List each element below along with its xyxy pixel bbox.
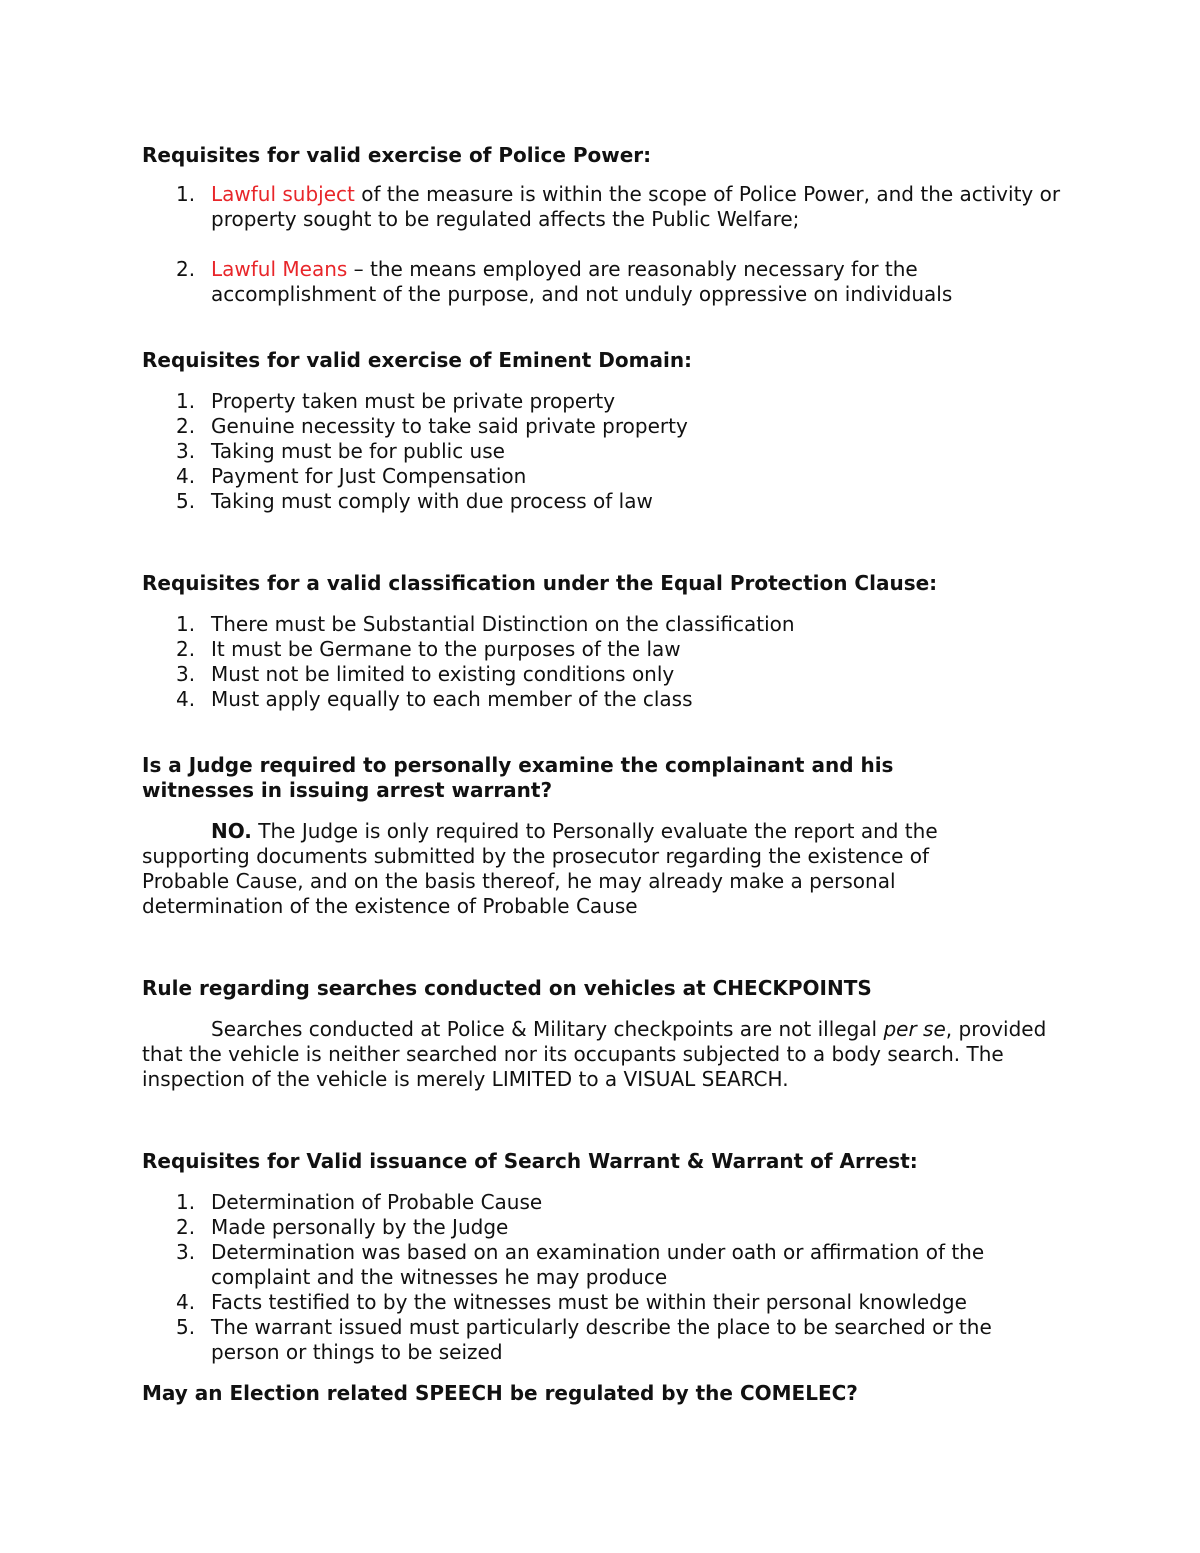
eminent-domain-list (142, 389, 1082, 514)
checkpoints-italic: per se (883, 1017, 946, 1041)
equal-protection-list (142, 612, 1082, 712)
list-item (142, 637, 1082, 662)
eminent-domain-heading: Requisites for valid exercise of Eminent Domain: (142, 348, 693, 372)
judge-question-heading: Is a Judge required to personally examine the complainant and his witnesses in issuing arrest warrant? (142, 753, 894, 802)
list-item-text: Payment for Just Compensation (211, 464, 527, 488)
list-item (142, 257, 1082, 307)
list-item (142, 489, 1082, 514)
list-number: 3. (176, 662, 196, 686)
list-number: 4. (176, 687, 196, 711)
checkpoints-text-before: Searches conducted at Police & Military checkpoints are not illegal (211, 1017, 884, 1041)
checkpoints-text-after: , provided that the vehicle is neither searched nor its occupants subjected to a body search. The inspection of the vehicle is merely LIMITED to a VISUAL SEARCH. (142, 1017, 1047, 1091)
list-number: 4. (176, 1290, 196, 1314)
list-item (142, 1190, 1062, 1215)
list-item-text: – the means employed are reasonably necessary for the accomplishment of the purpose, and not unduly oppressive on individuals (211, 257, 953, 306)
list-number: 5. (176, 1315, 196, 1339)
answer-text: The Judge is only required to Personally evaluate the report and the supporting documents submitted by the prosecutor regarding the existence of Probable Cause, and on the basis thereof, he may already make a personal determination of the existence of Probable Cause (142, 819, 938, 918)
list-number: 2. (176, 414, 196, 438)
list-item (142, 612, 1082, 637)
list-item (142, 414, 1082, 439)
list-item-text: Determination was based on an examination under oath or affirmation of the complaint and the witnesses he may produce (211, 1240, 985, 1289)
list-item-text: Facts testified to by the witnesses must be within their personal knowledge (211, 1290, 967, 1314)
list-item-text: Genuine necessity to take said private property (211, 414, 688, 438)
list-item-text: Determination of Probable Cause (211, 1190, 543, 1214)
list-item-text: Taking must be for public use (211, 439, 505, 463)
list-number: 2. (176, 257, 196, 281)
list-item-text: Property taken must be private property (211, 389, 616, 413)
police-power-heading: Requisites for valid exercise of Police Power: (142, 143, 652, 167)
document-content (142, 143, 1082, 1406)
list-number: 5. (176, 489, 196, 513)
list-number: 3. (176, 439, 196, 463)
list-item (142, 389, 1082, 414)
list-item (142, 439, 1082, 464)
list-item-text: It must be Germane to the purposes of the law (211, 637, 681, 661)
list-number: 1. (176, 389, 196, 413)
checkpoints-paragraph (142, 1017, 1072, 1092)
equal-protection-heading: Requisites for a valid classification under the Equal Protection Clause: (142, 571, 938, 595)
list-item-text: Made personally by the Judge (211, 1215, 509, 1239)
list-number: 3. (176, 1240, 196, 1264)
list-item (142, 1315, 1062, 1365)
list-number: 4. (176, 464, 196, 488)
list-number: 2. (176, 637, 196, 661)
highlight-term: Lawful subject (211, 182, 355, 206)
list-number: 1. (176, 1190, 196, 1214)
list-item (142, 1240, 1062, 1290)
list-item-text: The warrant issued must particularly describe the place to be searched or the person or things to be seized (211, 1315, 992, 1364)
comelec-question-heading: May an Election related SPEECH be regulated by the COMELEC? (142, 1381, 858, 1405)
checkpoints-heading: Rule regarding searches conducted on vehicles at CHECKPOINTS (142, 976, 872, 1000)
list-item (142, 182, 1082, 232)
list-number: 2. (176, 1215, 196, 1239)
answer-lead: NO. (211, 819, 252, 843)
list-number: 1. (176, 612, 196, 636)
list-item-text: of the measure is within the scope of Police Power, and the activity or property sought to be regulated affects the Public Welfare; (211, 182, 1061, 231)
judge-answer-paragraph (142, 819, 1012, 919)
list-item (142, 1290, 1062, 1315)
search-warrant-list (142, 1190, 1062, 1365)
list-item (142, 1215, 1062, 1240)
list-item-text: Must not be limited to existing conditions only (211, 662, 675, 686)
list-item-text: There must be Substantial Distinction on the classification (211, 612, 795, 636)
list-item (142, 662, 1082, 687)
list-item-text: Taking must comply with due process of law (211, 489, 653, 513)
list-number: 1. (176, 182, 196, 206)
list-item (142, 464, 1082, 489)
highlight-term: Lawful Means (211, 257, 348, 281)
list-item-text: Must apply equally to each member of the class (211, 687, 693, 711)
search-warrant-heading: Requisites for Valid issuance of Search Warrant & Warrant of Arrest: (142, 1149, 918, 1173)
police-power-list (142, 182, 1082, 307)
list-item (142, 687, 1082, 712)
